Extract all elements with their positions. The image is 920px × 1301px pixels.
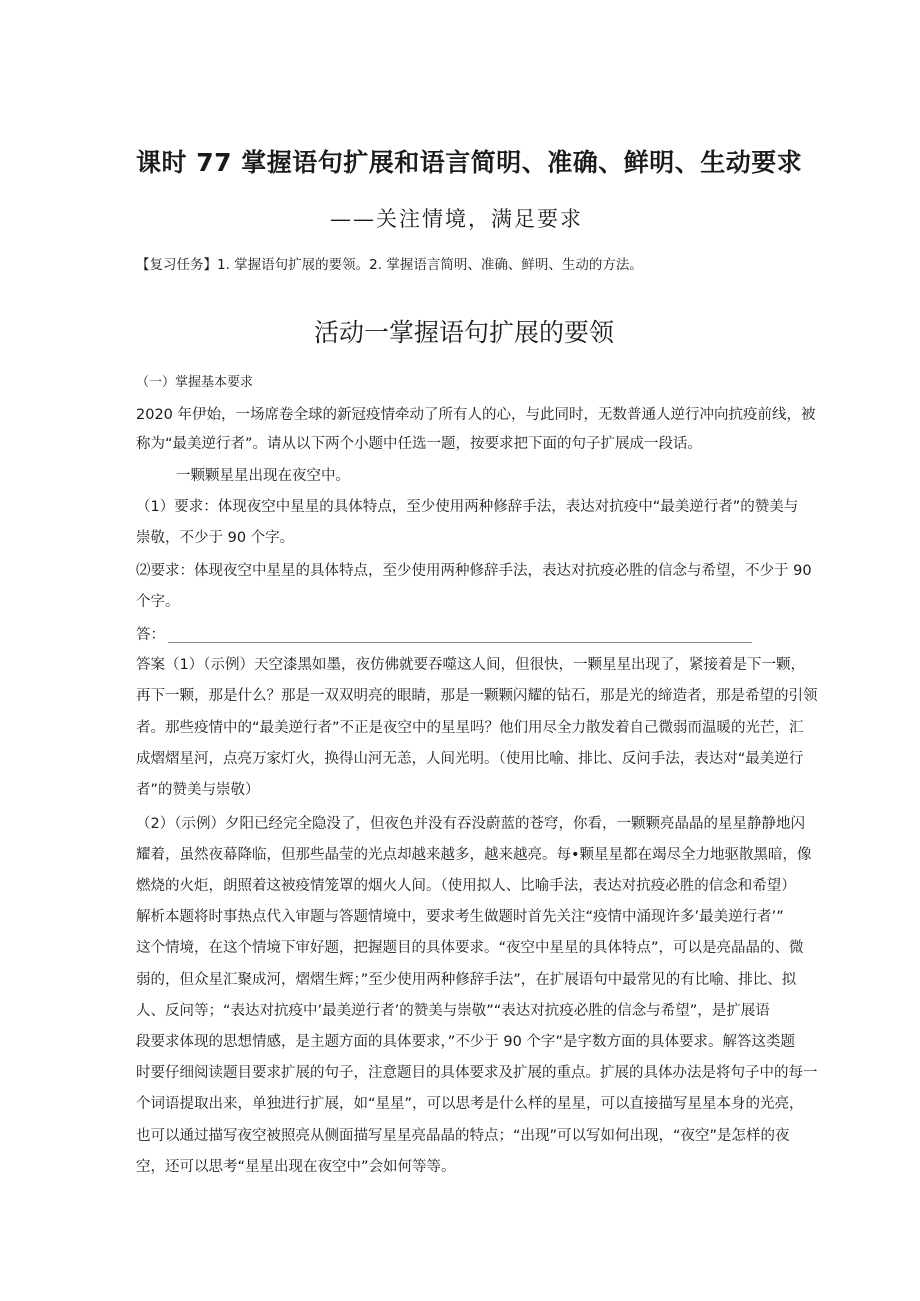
requirement-2-line: 个字。 [136, 594, 180, 610]
answer-1-line: 再下一颗，那是什么？那是一双双明亮的眼睛，那是一颗颗闪耀的钻石，那是光的缔造者，那是希望的引领 [136, 688, 818, 704]
analysis-line: 时要仔细阅读题目要求扩展的句子，注意题目的具体要求及扩展的重点。扩展的具体办法是将句子中的每一 [136, 1065, 818, 1081]
requirement-1-line: （1）要求：体现夜空中星星的具体特点，至少使用两种修辞手法，表达对抗疫中“最美逆行者”的赞美与 [136, 499, 799, 515]
base-sentence: 一颗颗星星出现在夜空中。 [176, 468, 350, 484]
activity-heading: 活动一掌握语句扩展的要领 [314, 318, 615, 347]
analysis-line: 人、反问等；“表达对抗疫中’最美逆行者’的赞美与崇敬”“表达对抗疫必胜的信念与希望”，是扩展语 [136, 1003, 770, 1019]
analysis-line: 弱的，但众星汇聚成河，熠熠生辉；”至少使用两种修辞手法”，在扩展语句中最常见的有比喻、排比、拟 [136, 972, 797, 988]
analysis-line: 个词语提取出来，单独进行扩展，如“星星”，可以思考是什么样的星星，可以直接描写星星本身的光亮， [136, 1096, 804, 1112]
analysis-line: 段要求体现的思想情感，是主题方面的具体要求，”不少于 90 个字”是字数方面的具体要求。解答这类题 [136, 1034, 795, 1050]
analysis-line: 空，还可以思考“星星出现在夜空中”会如何等等。 [136, 1159, 456, 1175]
analysis-line: 也可以通过描写夜空被照亮从侧面描写星星亮晶晶的特点；“出现”可以写如何出现，“夜空”是怎样的夜 [136, 1128, 790, 1144]
lesson-title: 课时 77 掌握语句扩展和语言简明、准确、鲜明、生动要求 [136, 148, 803, 177]
answer-1-line: 成熠熠星河，点亮万家灯火，换得山河无恙，人间光明。（使用比喻、排比、反问手法，表达对“最美逆行 [136, 751, 804, 767]
lesson-subtitle: ——关注情境，满足要求 [330, 207, 583, 231]
analysis-line: 解析本题将时事热点代入审题与答题情境中，要求考生做题时首先关注“疫情中涌现许多’最美逆行者’” [136, 909, 784, 925]
answer-blank-line [168, 642, 752, 643]
requirement-2-line: ⑵要求：体现夜空中星星的具体特点，至少使用两种修辞手法，表达对抗疫必胜的信念与希望，不少于 90 [136, 563, 812, 579]
analysis-line: 这个情境，在这个情境下审好题，把握题目的具体要求。“夜空中星星的具体特点”，可以是亮晶晶的、微 [136, 940, 804, 956]
intro-line: 称为“最美逆行者”。请从以下两个小题中任选一题，按要求把下面的句子扩展成一段话。 [136, 436, 703, 452]
requirement-1-line: 崇敬，不少于 90 个字。 [136, 530, 295, 546]
answer-1-line: 者”的赞美与崇敬） [136, 782, 260, 798]
answer-2-line: 燃烧的火炬，朗照着这被疫情笼罩的烟火人间。（使用拟人、比喻手法，表达对抗疫必胜的信念和希望） [136, 878, 796, 894]
section-label: （一）掌握基本要求 [136, 375, 254, 390]
review-task: 【复习任务】1. 掌握语句扩展的要领。2. 掌握语言简明、准确、鲜明、生动的方法。 [136, 257, 643, 273]
answer-1-line: 者。那些疫情中的“最美逆行者”不正是夜空中的星星吗？他们用尽全力散发着自己微弱而温暖的光芒，汇 [136, 720, 804, 736]
answer-1-line: 答案（1）（示例）天空漆黑如墨，夜仿佛就要吞噬这人间，但很快，一颗星星出现了，紧接着是下一颗， [136, 657, 805, 673]
answer-2-line: （2）（示例）夕阳已经完全隐没了，但夜色并没有吞没蔚蓝的苍穹，你看，一颗颗亮晶晶的星星静静地闪 [136, 816, 805, 832]
answer-label: 答： [136, 627, 165, 643]
intro-line: 2020 年伊始，一场席卷全球的新冠疫情牵动了所有人的心，与此同时，无数普通人逆行冲向抗疫前线，被 [136, 407, 816, 423]
answer-2-line: 耀着，虽然夜幕降临，但那些晶莹的光点却越来越多，越来越亮。每•颗星星都在竭尽全力地驱散黑暗，像 [136, 847, 812, 863]
